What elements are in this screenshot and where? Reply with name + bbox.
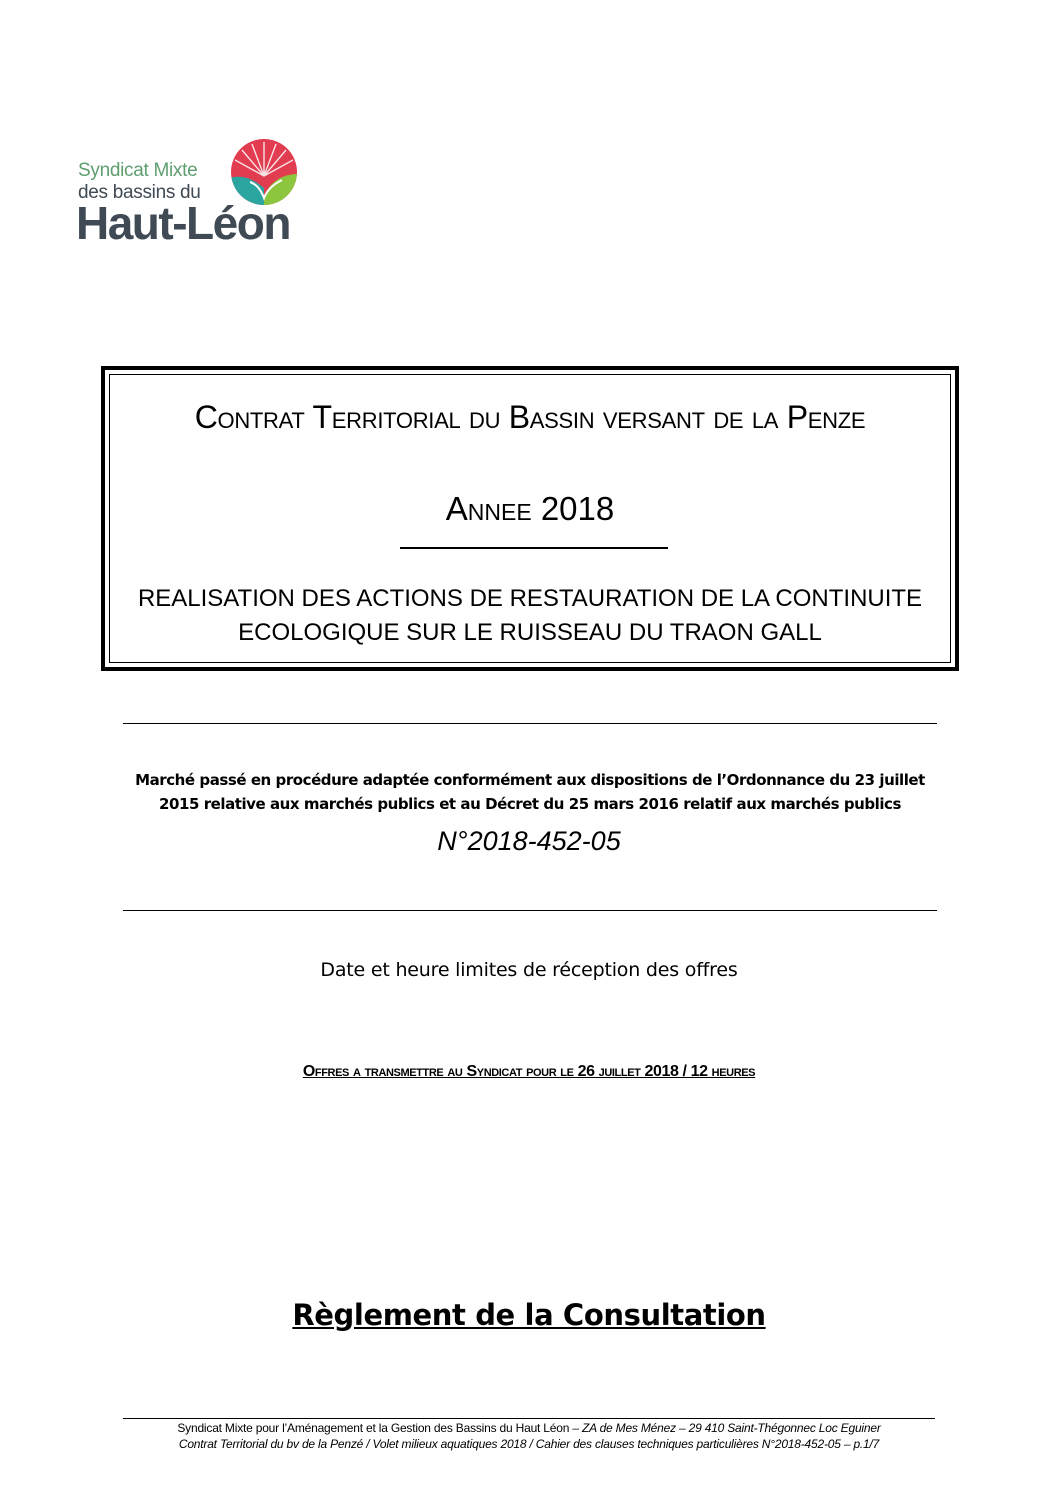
footer-organisation: Syndicat Mixte pour l’Aménagement et la Gestion des Bassins du Haut Léon (177, 1421, 570, 1435)
deadline-label: Date et heure limites de réception des offres (320, 959, 738, 981)
marche-line-2: 2015 relative aux marchés publics et au Décret du 25 mars 2016 relatif aux marchés publics (159, 795, 901, 813)
logo-line1: Syndicat Mixte (78, 160, 198, 181)
logo-line3: Haut-Léon (76, 197, 290, 249)
realisation-line-2: ECOLOGIQUE SUR LE RUISSEAU DU TRAON GALL (238, 619, 822, 646)
footer-line-2: Contrat Territorial du bv de la Penzé / Volet milieux aquatiques 2018 / Cahier des clauses techniques particulières N°2018-452-05 – p.1/7 (178, 1437, 880, 1451)
logo-line2: des bassins du (78, 182, 201, 203)
title-box-inner (109, 374, 951, 663)
contract-title: Contrat Territorial du Bassin versant de la Penze (194, 399, 866, 435)
title-divider (400, 547, 668, 549)
footer-divider (123, 1418, 935, 1419)
separator-bottom (123, 910, 937, 911)
marche-line-1: Marché passé en procédure adaptée conformément aux dispositions de l’Ordonnance du 23 juillet (135, 771, 925, 789)
document-title: Règlement de la Consultation (292, 1298, 766, 1332)
title-box (101, 366, 959, 671)
offers-deadline: Offres a transmettre au Syndicat pour le 26 juillet 2018 / 12 heures (302, 1063, 756, 1080)
realisation-line-1: REALISATION DES ACTIONS DE RESTAURATION DE LA CONTINUITE (137, 585, 923, 612)
footer-address: – ZA de Mes Ménez – 29 410 Saint-Thégonnec Loc Eguiner (569, 1421, 881, 1435)
logo (76, 136, 318, 249)
marche-description (110, 768, 950, 816)
footer-line-1 (0, 1421, 1058, 1435)
marche-number: N°2018-452-05 (437, 826, 621, 856)
year-title: Annee 2018 (445, 490, 615, 527)
separator-top (123, 723, 937, 724)
